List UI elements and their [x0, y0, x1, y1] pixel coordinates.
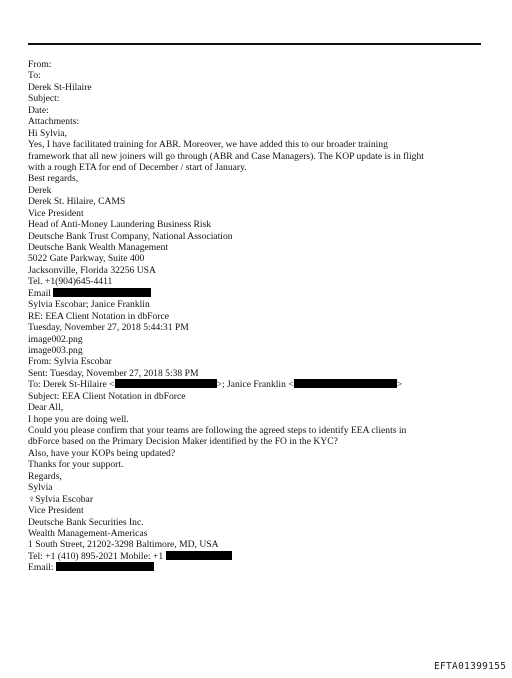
signature-company: Deutsche Bank Wealth Management [28, 242, 168, 253]
original-short-name: Sylvia [28, 482, 53, 494]
original-body-line: Thanks for your support. [28, 459, 124, 471]
signature-address: 1 South Street, 21202-3298 Baltimore, MD, USA [28, 539, 219, 551]
meta-subject: RE: EEA Client Notation in dbForce [28, 310, 169, 322]
reply-body-line: framework that all new joiners will go through (ABR and Case Managers). The KOP update is in flight [28, 150, 424, 162]
signature-tel-line [28, 551, 498, 562]
original-closing: Regards, [28, 470, 62, 482]
signature-company: Deutsche Bank Trust Company, National Association [28, 230, 233, 242]
redaction-block [294, 379, 397, 388]
signature-email-label: Email [28, 287, 51, 299]
redaction-block [115, 379, 217, 388]
attachments-label: Attachments: [28, 116, 80, 128]
signature-company: Deutsche Bank Securities Inc. [28, 516, 144, 528]
original-body-line: dbForce based on the Primary Decision Maker identified by the FO in the KYC? [28, 436, 338, 448]
signature-email-label: Email: [28, 562, 54, 574]
meta-date: Tuesday, November 27, 2018 5:44:31 PM [28, 322, 189, 334]
original-body-line: Also, have your KOPs being updated? [28, 447, 176, 459]
reply-closing: Best regards, [28, 173, 79, 185]
top-divider [28, 43, 481, 45]
date-label: Date: [28, 104, 49, 116]
original-subject: Subject: EEA Client Notation in dbForce [28, 390, 186, 402]
original-greeting: Dear All, [28, 402, 64, 414]
original-to-suffix: > [396, 379, 403, 391]
original-from: From: Sylvia Escobar [28, 356, 112, 368]
signature-email-line [28, 288, 498, 299]
email-body [28, 59, 498, 574]
signature-title: Vice President [28, 505, 84, 517]
reply-body-line: with a rough ETA for end of December / start of January. [28, 161, 247, 173]
original-to-middle: >; Janice Franklin < [216, 379, 294, 391]
original-to-line [28, 379, 498, 390]
original-to-prefix: To: Derek St-Hilaire < [28, 379, 115, 391]
redaction-block [166, 551, 232, 560]
signature-address: 5022 Gate Parkway, Suite 400 [28, 253, 145, 265]
to-name: Derek St-Hilaire [28, 81, 92, 93]
to-label: To: [28, 70, 41, 82]
signature-name: Derek St. Hilaire, CAMS [28, 196, 126, 208]
subject-label: Subject: [28, 93, 60, 105]
signature-tel: Tel. +1(904)645-4411 [28, 276, 113, 288]
reply-short-name: Derek [28, 184, 52, 196]
bates-number: EFTA01399155 [434, 661, 507, 672]
signature-division: Wealth Management-Americas [28, 527, 148, 539]
redaction-block [53, 288, 151, 297]
signature-title: Vice President [28, 207, 84, 219]
original-sent: Sent: Tuesday, November 27, 2018 5:38 PM [28, 367, 199, 379]
signature-tel: Tel: +1 (410) 895-2021 Mobile: +1 [28, 550, 164, 562]
signature-role: Head of Anti-Money Laundering Business Risk [28, 219, 212, 231]
meta-attachment: image003.png [28, 344, 83, 356]
original-body-line: I hope you are doing well. [28, 413, 129, 425]
meta-attachment: image002.png [28, 333, 83, 345]
original-body-line: Could you please confirm that your teams are following the agreed steps to identify EEA clients in [28, 425, 407, 436]
redaction-block [56, 562, 154, 571]
reply-greeting: Hi Sylvia, [28, 127, 67, 139]
meta-cc: Sylvia Escobar; Janice Franklin [28, 299, 150, 311]
signature-address: Jacksonville, Florida 32256 USA [28, 264, 156, 276]
reply-body-line: Yes, I have facilitated training for ABR. Moreover, we have added this to our broader training [28, 139, 388, 151]
signature-email-line [28, 562, 498, 573]
from-label: From: [28, 59, 52, 70]
signature-name: ♀Sylvia Escobar [28, 493, 94, 505]
